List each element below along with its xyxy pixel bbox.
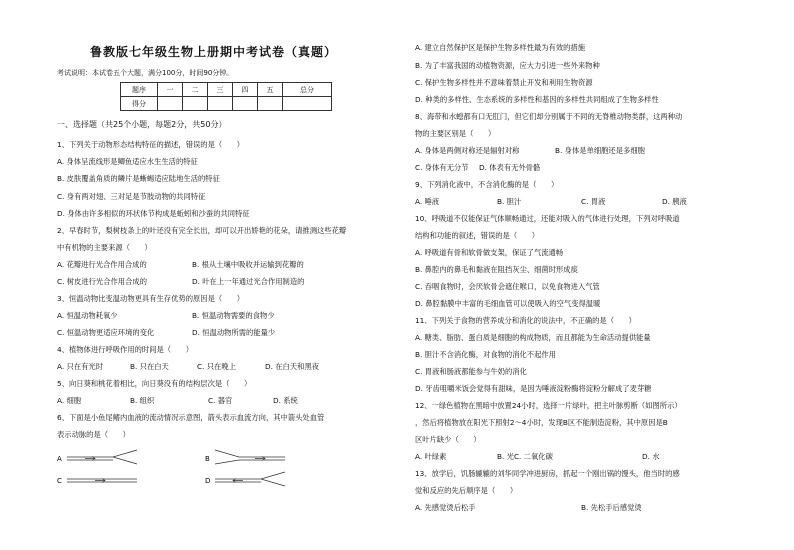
option-line: B. 胆汁不含消化酶，对食物的消化不起作用 xyxy=(415,350,556,359)
option-line: A. 叶绿素 xyxy=(415,452,447,461)
option-line: C. 身有两对翅、三对足是节肢动物的共同特征 xyxy=(57,192,206,201)
option-line: B. 组织 xyxy=(130,396,155,405)
question-stem: 9、下列消化液中，不含消化酶的是（ ） xyxy=(415,180,559,189)
option-line: C. 器官 xyxy=(208,396,233,405)
question-stem: 6、下面是小鱼尾鳍内血液的流动情况示意图，箭头表示血流方向，其中箭头处血管 xyxy=(57,413,325,422)
question-stem: 8、海带和水螅都有口无肛门，但它们却分别属于不同的无脊椎动物类群，这两种动 xyxy=(415,112,683,121)
score-cell: 得分 xyxy=(121,97,158,111)
score-cell xyxy=(208,97,233,111)
option-line: A. 糖类、脂肪、蛋白质是细胞的构成物质，而且都能为生命活动提供能量 xyxy=(415,333,651,342)
question-stem: 觉和反应的先后顺序是（ ） xyxy=(415,486,518,495)
section-heading: 一、选择题（共25个小题，每题2分，共50分） xyxy=(57,120,227,129)
option-line: D. 恒温动物所需的能量少 xyxy=(192,328,276,337)
score-cell: 题序 xyxy=(121,83,158,97)
question-stem: 4、植物体进行呼吸作用的时间是（ ） xyxy=(57,345,193,354)
option-line: B. 皮肤覆盖角质的鳞片是蜥蜴适应陆地生活的特征 xyxy=(57,174,220,183)
score-cell xyxy=(258,97,283,111)
option-line: A. 呼吸道有骨和软骨做支架，保证了气流通畅 xyxy=(415,248,564,257)
vessel-option-b xyxy=(205,450,285,464)
option-line: D. 胰液 xyxy=(662,197,687,206)
option-line: C. 吞咽食物时，会厌软骨会遮住喉口，以免食物进入气管 xyxy=(415,282,600,291)
option-line: D. 在白天和黑夜 xyxy=(265,362,320,371)
fig-label-c: C xyxy=(57,477,62,485)
question-stem: 区叶片缺少（ ） xyxy=(415,435,481,444)
option-line: B. 鼻腔内的鼻毛和黏液在阻挡灰尘、细菌时形成痰 xyxy=(415,265,578,274)
score-cell: 五 xyxy=(258,83,283,97)
question-stem: 3、恒温动物比变温动物更具有生存优势的原因是（ ） xyxy=(57,294,245,303)
right-page xyxy=(397,0,794,550)
fig-label-a: A xyxy=(57,455,62,463)
score-header-row xyxy=(121,83,332,97)
question-stem: 10、呼吸道不仅能保证气体顺畅通过，还能对吸入的气体进行处理，下列对呼吸道 xyxy=(415,214,680,223)
option-line: A. 先感觉烫后松手 xyxy=(415,503,476,512)
exam-note: 考试说明：本试卷五个大题，满分100分，时间90分钟。 xyxy=(57,69,234,77)
option-line: D. 身体由许多相似的环状体节构成是蚯蚓和沙蚕的共同特征 xyxy=(57,209,250,218)
option-line: C. 胃液和肠液都能参与牛奶的消化 xyxy=(415,367,527,376)
option-line: B. 只在白天 xyxy=(130,362,169,371)
option-line: B. 胆汁 xyxy=(497,197,522,206)
score-cell xyxy=(233,97,258,111)
option-line: B. 根从土壤中吸收并运输到花瓣的 xyxy=(192,260,304,269)
option-line: C. 只在晚上 xyxy=(197,362,236,371)
question-stem: ，然后将植物放在阳光下照射2～4小时，发现B区不能制造淀粉，其中原因是B xyxy=(415,418,668,427)
option-line: B. 光C. 二氧化碳 xyxy=(497,452,553,461)
option-line: A. 身体是两侧对称还是辐射对称 xyxy=(415,146,520,155)
score-cell: 三 xyxy=(208,83,233,97)
option-line: A. 恒温动物耗氧少 xyxy=(57,311,118,320)
option-line: D. 种类的多样性、生态系统的多样性和基因的多样性共同组成了生物多样性 xyxy=(415,95,659,104)
score-cell: 总分 xyxy=(283,83,332,97)
option-line: B. 先松手后感觉烫 xyxy=(581,503,642,512)
option-line: C. 胃液 xyxy=(581,197,606,206)
option-line: B. 身体是单细胞还是多细胞 xyxy=(555,146,645,155)
score-table xyxy=(120,82,332,111)
question-stem: 2、早春时节，梨树枝条上的叶还没有完全长出，却可以开出娇艳的花朵，请推测这些花瓣 xyxy=(57,226,347,235)
question-stem: 13、放学后，饥肠辘辘的刘华同学冲进厨房，抓起一个刚出锅的馒头，他当时的感 xyxy=(415,469,680,478)
exam-title: 鲁教版七年级生物上册期中考试卷（真题） xyxy=(90,45,338,59)
option-line: D. 牙齿咀嚼米饭会觉得有甜味，是因为唾液淀粉酶将淀粉分解成了麦芽糖 xyxy=(415,384,652,393)
vessel-option-c xyxy=(57,477,137,485)
score-cell: 四 xyxy=(233,83,258,97)
score-cell: 一 xyxy=(158,83,183,97)
option-line: C. 保护生物多样性并不意味着禁止开发和利用生物资源 xyxy=(415,78,593,87)
option-line: D. 体表有无外骨骼 xyxy=(479,163,541,172)
option-line: D. 水 xyxy=(642,452,660,461)
option-line: A. 身体呈流线形是鲫鱼适应水生生活的特征 xyxy=(57,157,198,166)
option-line: A. 建立自然保护区是保护生物多样性最为有效的措施 xyxy=(415,43,586,52)
option-line: D. 叶在上一年通过光合作用制造的 xyxy=(192,277,305,286)
score-cell xyxy=(158,97,183,111)
option-line: A. 细胞 xyxy=(57,396,82,405)
option-line: D. 系统 xyxy=(273,396,298,405)
option-line: D. 鼻腔黏膜中丰富的毛细血管可以使吸入的空气变得温暖 xyxy=(415,299,601,308)
score-cell xyxy=(283,97,332,111)
vessel-option-a xyxy=(57,450,137,464)
question-stem: 结构和功能的叙述，错误的是（ ） xyxy=(415,231,540,240)
question-stem: 5、向日葵和桃花着相比，向日葵没有的结构层次是（ ） xyxy=(57,379,252,388)
score-value-row xyxy=(121,97,332,111)
question-stem: 物的主要区别是（ ） xyxy=(415,129,496,138)
blood-flow-diagram xyxy=(55,445,345,491)
score-cell: 二 xyxy=(183,83,208,97)
question-stem: 中有机物的主要来源（ ） xyxy=(57,243,152,252)
score-cell xyxy=(183,97,208,111)
question-stem: 11、下列关于食物的营养成分和消化的说法中，不正确的是（ ） xyxy=(415,316,636,325)
option-line: A. 花瓣进行光合作用合成的 xyxy=(57,260,147,269)
question-stem: 1、下列关于动物形态结构特征的描述，错误的是（ ） xyxy=(57,140,245,149)
option-line: C. 身体有无分节 xyxy=(415,163,469,172)
option-line: B. 恒温动物需要的食物少 xyxy=(192,311,275,320)
fig-label-b: B xyxy=(205,455,210,463)
option-line: C. 树皮进行光合作用合成的 xyxy=(57,277,147,286)
vessel-option-d xyxy=(205,472,285,486)
option-line: A. 唾液 xyxy=(415,197,440,206)
question-stem: 12、一绿色植物在黑暗中放置24小时，选择一片绿叶，把主叶脉剪断（如图所示） xyxy=(415,401,682,410)
option-line: B. 为了丰富我国的动植物资源，应大力引进一些外来物种 xyxy=(415,61,600,70)
option-line: C. 恒温动物更适应环境的变化 xyxy=(57,328,155,337)
question-stem: 表示动脉的是（ ） xyxy=(57,430,130,439)
fig-label-d: D xyxy=(205,477,211,485)
option-line: A. 只在有光时 xyxy=(57,362,103,371)
